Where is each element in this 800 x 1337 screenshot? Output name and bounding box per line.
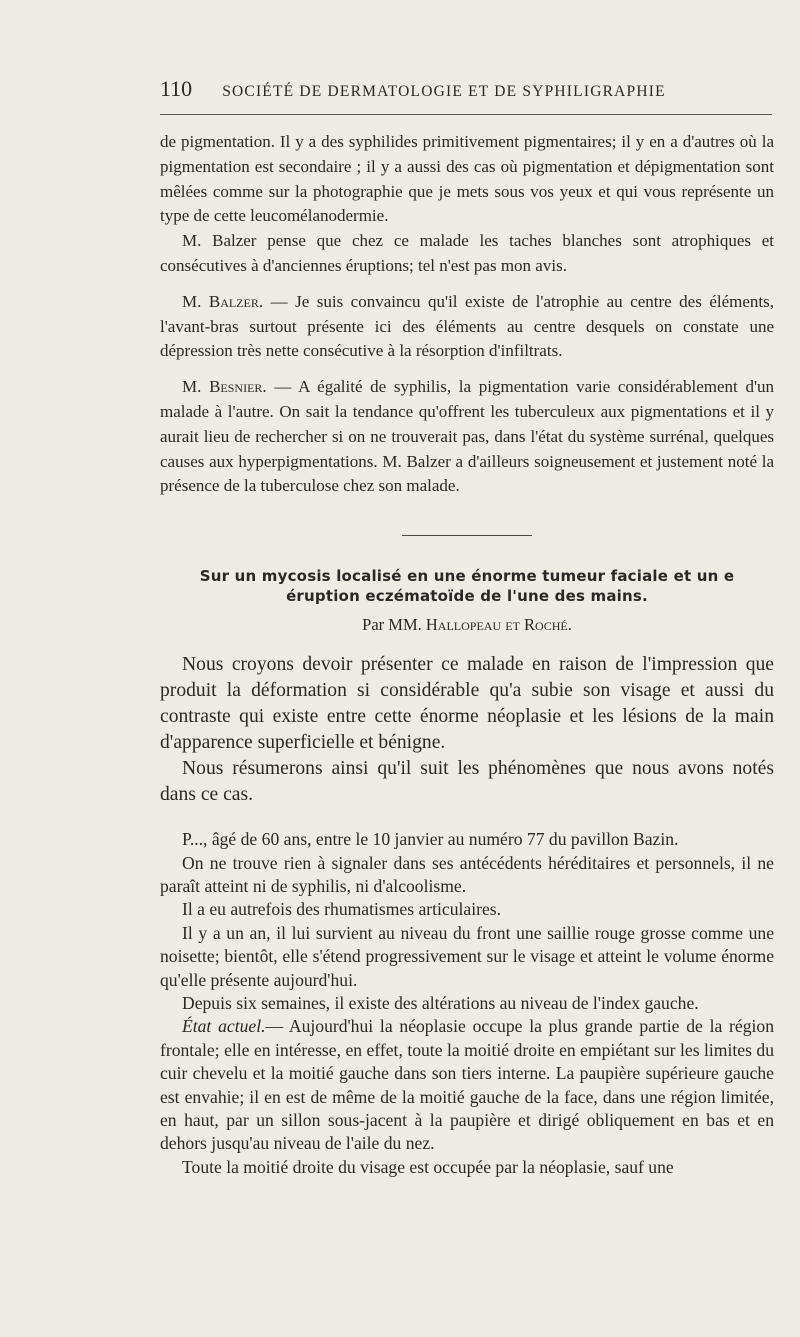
paragraph bbox=[160, 1015, 774, 1155]
introduction bbox=[160, 652, 774, 808]
speaker-remark: — A égalité de syphilis, la pigmentation varie considérablement d'un malade à l'autre. On sait la tendance qu'offrent les tuberculeux aux pigmentations et il y aurait lieu de rechercher si on ne trouverait pas, dans l'état du système surrénal, quelques causes aux hyperpigmentations. M. Balzer a d'ailleurs soigneusement et justement noté la présence de la tuberculose chez son malade. bbox=[160, 377, 775, 496]
paragraph: Nous résumerons ainsi qu'il suit les phénomènes que nous avons notés dans ce cas. bbox=[160, 758, 774, 806]
header-rule bbox=[160, 114, 772, 115]
page-body bbox=[160, 130, 774, 1179]
paragraph: P..., âgé de 60 ans, entre le 10 janvier au numéro 77 du pavillon Bazin. bbox=[182, 829, 679, 850]
paragraph: Il a eu autrefois des rhumatismes articulaires. bbox=[182, 899, 502, 920]
speaker-name: M. Balzer. bbox=[182, 291, 264, 311]
title-line: éruption eczématoïde de l'une des mains. bbox=[286, 587, 648, 606]
paragraph: On ne trouve rien à signaler dans ses antécédents héréditaires et personnels, il ne paraît atteint ni de syphilis, ni d'alcoolisme. bbox=[160, 852, 774, 896]
running-title: SOCIÉTÉ DE DERMATOLOGIE ET DE SYPHILIGRAPHIE bbox=[222, 83, 666, 100]
paragraph: Il y a un an, il lui survient au niveau du front une saillie rouge grosse comme une noisette; bientôt, elle s'étend progressivement sur le visage et atteint le volume énorme qu'elle présente aujourd'hui. bbox=[160, 922, 774, 990]
page-number: 110 bbox=[160, 76, 193, 101]
running-header bbox=[160, 76, 770, 102]
byline-prefix: Par MM. bbox=[362, 615, 426, 635]
speaker-name: M. Besnier. bbox=[182, 377, 267, 397]
paragraph: Nous croyons devoir présenter ce malade en raison de l'impression que produit la déformation si considérable qu'a subie son visage et aussi du contraste qui existe entre cette énorme néoplasie et les lésions de la main d'apparence superficielle et bénigne. bbox=[160, 654, 774, 754]
paragraph: de pigmentation. Il y a des syphilides primitivement pigmentaires; il y en a d'autres où la pigmentation est secondaire ; il y a aussi des cas où pigmentation et dépigmentation sont mêlées comme sur la photographie que je mets sous vos yeux et qui vous représente un type de cette leucomélanodermie. bbox=[160, 132, 774, 226]
paragraph: Toute la moitié droite du visage est occupée par la néoplasie, sauf une bbox=[182, 1156, 674, 1177]
paragraph bbox=[160, 290, 774, 364]
case-report bbox=[160, 828, 774, 1179]
speaker-remark: — Je suis convaincu qu'il existe de l'atrophie au centre des éléments, l'avant-bras surtout présente ici des éléments au centre desquels on constate une dépression très nette consécutive à la résorption d'infiltrats. bbox=[160, 291, 774, 361]
discussion-section bbox=[160, 130, 774, 499]
title-line: Sur un mycosis localisé en une énorme tumeur faciale et un e bbox=[199, 567, 735, 586]
paragraph: M. Balzer pense que chez ce malade les taches blanches sont atrophiques et consécutives à d'anciennes éruptions; tel n'est pas mon avis. bbox=[160, 231, 774, 275]
paragraph bbox=[160, 375, 774, 499]
paragraph: Depuis six semaines, il existe des altérations au niveau de l'index gauche. bbox=[182, 993, 699, 1013]
paragraph-text: — Aujourd'hui la néoplasie occupe la plus grande partie de la région frontale; elle en intéresse, en effet, toute la moitié droite en empiétant sur les limites du cuir chevelu et la moitié gauche dans son tiers interne. La paupière supérieure gauche est envahie; il en est de même de la moitié gauche de la face, dans une région limitée, en haut, par un sillon sous-jacent à la paupière et dirigé obliquement en bas et en dehors jusqu'au niveau de l'aile du nez. bbox=[160, 1016, 774, 1154]
article-title bbox=[160, 566, 774, 606]
byline-authors: Hallopeau et Roché. bbox=[425, 615, 572, 635]
byline bbox=[160, 615, 774, 635]
section-divider bbox=[402, 535, 532, 536]
section-lead: État actuel. bbox=[182, 1016, 266, 1037]
